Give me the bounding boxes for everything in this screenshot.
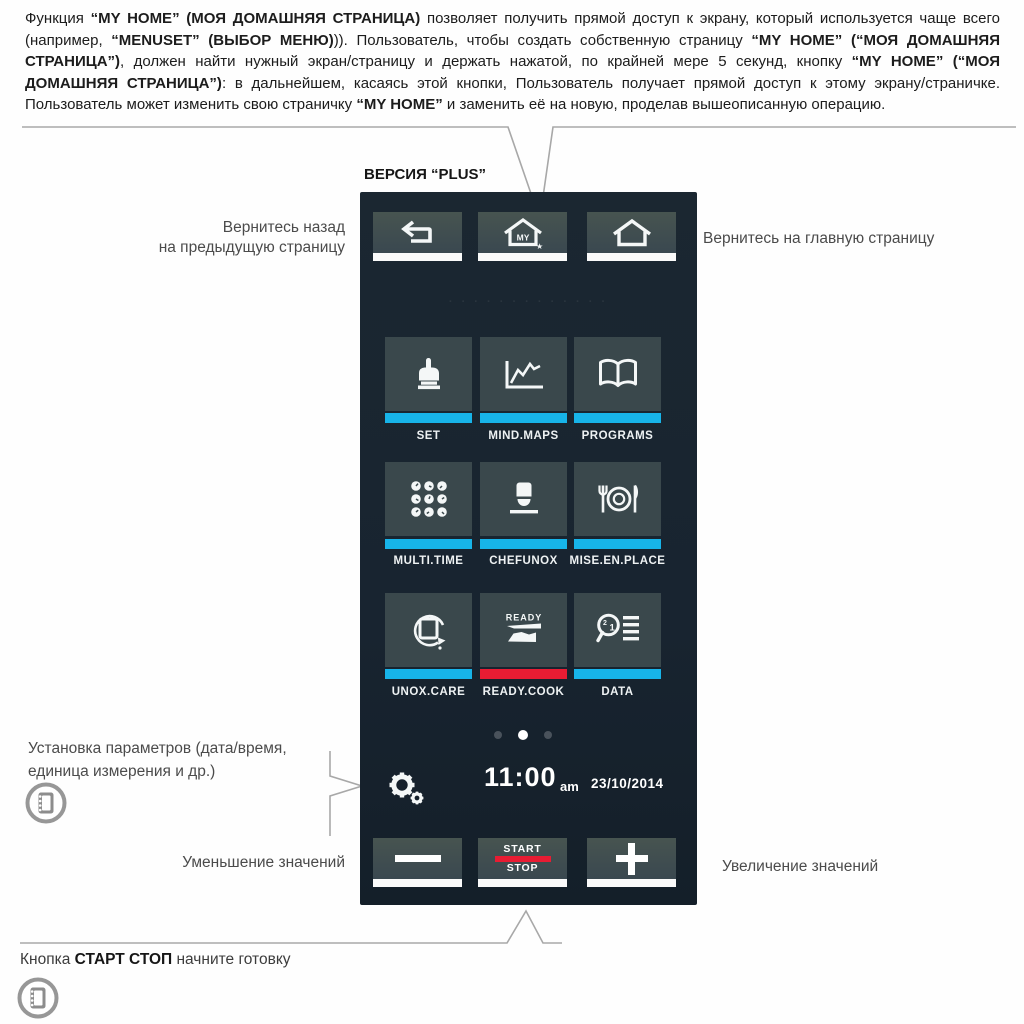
tile-data[interactable] (574, 593, 661, 667)
minus-button[interactable] (373, 838, 462, 879)
annotation-home: Вернитесь на главную страницу (703, 230, 935, 247)
svg-text:2: 2 (602, 620, 607, 627)
set-hand-icon (407, 355, 451, 393)
svg-text:READY: READY (505, 612, 542, 623)
home-button[interactable] (587, 212, 676, 253)
tile-ready-cook[interactable] (480, 593, 567, 667)
plus-icon (616, 843, 648, 875)
key-underline (587, 253, 676, 261)
home-icon (609, 217, 655, 249)
tile-underline (574, 669, 661, 679)
minus-icon (395, 855, 441, 862)
start-stop-button[interactable] (478, 838, 567, 879)
tile-label-chefunox: CHEFUNOX (489, 555, 558, 567)
start-stop-caption: Кнопка СТАРТ СТОП начните готовку (20, 951, 291, 968)
tile-label-data: DATA (601, 686, 634, 698)
key-underline (587, 879, 676, 887)
svg-text:★: ★ (535, 241, 543, 250)
annotation-increase: Увеличение значений (722, 858, 879, 875)
start-stop-red-bar (495, 856, 551, 862)
tile-label-multi-time: MULTI.TIME (393, 555, 464, 567)
meridiem-label: am (560, 779, 579, 794)
tile-underline (385, 669, 472, 679)
annotation-back: Вернитесь назад на предыдущую страницу (158, 219, 345, 256)
tile-unox-care[interactable] (385, 593, 472, 667)
page-indicator (354, 730, 691, 740)
version-label: ВЕРСИЯ “PLUS” (364, 166, 487, 183)
tile-chefunox[interactable] (480, 462, 567, 536)
key-underline (478, 253, 567, 261)
svg-text:1: 1 (609, 622, 615, 634)
ready-cook-hand-icon (501, 610, 547, 650)
settings-gear-icon[interactable] (386, 768, 426, 806)
pager-dot[interactable] (544, 731, 552, 739)
return-arrow-icon (396, 218, 440, 248)
tile-underline (574, 539, 661, 549)
mise-en-place-plate-icon (595, 481, 641, 517)
back-button[interactable] (373, 212, 462, 253)
tile-label-programs: PROGRAMS (581, 430, 654, 442)
mind-maps-chart-icon (501, 356, 547, 392)
tile-underline (385, 413, 472, 423)
manual-reference-icon (16, 976, 60, 1020)
time-display: 11:00 (484, 762, 557, 792)
tile-mind-maps[interactable] (480, 337, 567, 411)
pager-dot-active[interactable] (518, 730, 528, 740)
tile-label-mind-maps: MIND.MAPS (488, 430, 559, 442)
annotation-settings: Установка параметров (дата/время, единица измерения и др.) (28, 740, 287, 780)
faded-text: · · · · · · · · · · · · · (448, 296, 609, 308)
tile-mise-en-place[interactable] (574, 462, 661, 536)
tile-label-mise-en-place: MISE.EN.PLACE (569, 555, 666, 567)
plus-button[interactable] (587, 838, 676, 879)
stop-label: STOP (506, 861, 539, 874)
intro-paragraph: Функция “MY HOME” (МОЯ ДОМАШНЯЯ СТРАНИЦА) позволяет получить прямой доступ к экрану, который используется чаще всего (например, “MENUSET” (ВЫБОР МЕНЮ))). Пользователь, чтобы создать собственную страницу “MY HOME” (“МОЯ ДОМАШНЯЯ СТРАНИЦА”), должен найти нужный экран/страницу и держать нажатой, по крайней мере 5 секунд, кнопку “MY HOME” (“МОЯ ДОМАШНЯЯ СТРАНИЦА”): в дальнейшем, касаясь этой кнопки, Пользователь получает прямой доступ к этому экрану/страничке. Пользователь может изменить свою страничку “MY HOME” и заменить её на новую, проделав вышеописанную операцию. (25, 10, 1000, 113)
tile-label-ready-cook: READY.COOK (482, 686, 565, 698)
oven-touchscreen (360, 192, 697, 905)
start-label: START (503, 842, 542, 855)
tile-underline-red (480, 669, 567, 679)
tile-label-set: SET (416, 430, 441, 442)
unox-care-refresh-icon (407, 609, 451, 651)
tile-multi-time[interactable] (385, 462, 472, 536)
annotation-decrease: Уменьшение значений (182, 854, 345, 871)
multi-time-clocks-icon (409, 479, 449, 519)
data-search-icon (595, 612, 641, 648)
pager-dot[interactable] (494, 731, 502, 739)
tile-underline (480, 413, 567, 423)
tile-set[interactable] (385, 337, 472, 411)
tile-underline (480, 539, 567, 549)
key-underline (373, 879, 462, 887)
chefunox-chef-icon (504, 479, 544, 519)
tile-underline (385, 539, 472, 549)
my-home-icon (500, 216, 546, 250)
programs-book-icon (595, 357, 641, 391)
manual-reference-icon (24, 781, 68, 825)
tile-underline (574, 413, 661, 423)
svg-text:MY: MY (516, 232, 529, 242)
my-home-button[interactable] (478, 212, 567, 253)
tile-programs[interactable] (574, 337, 661, 411)
key-underline (478, 879, 567, 887)
date-display: 23/10/2014 (591, 776, 664, 791)
tile-label-unox-care: UNOX.CARE (391, 686, 466, 698)
key-underline (373, 253, 462, 261)
